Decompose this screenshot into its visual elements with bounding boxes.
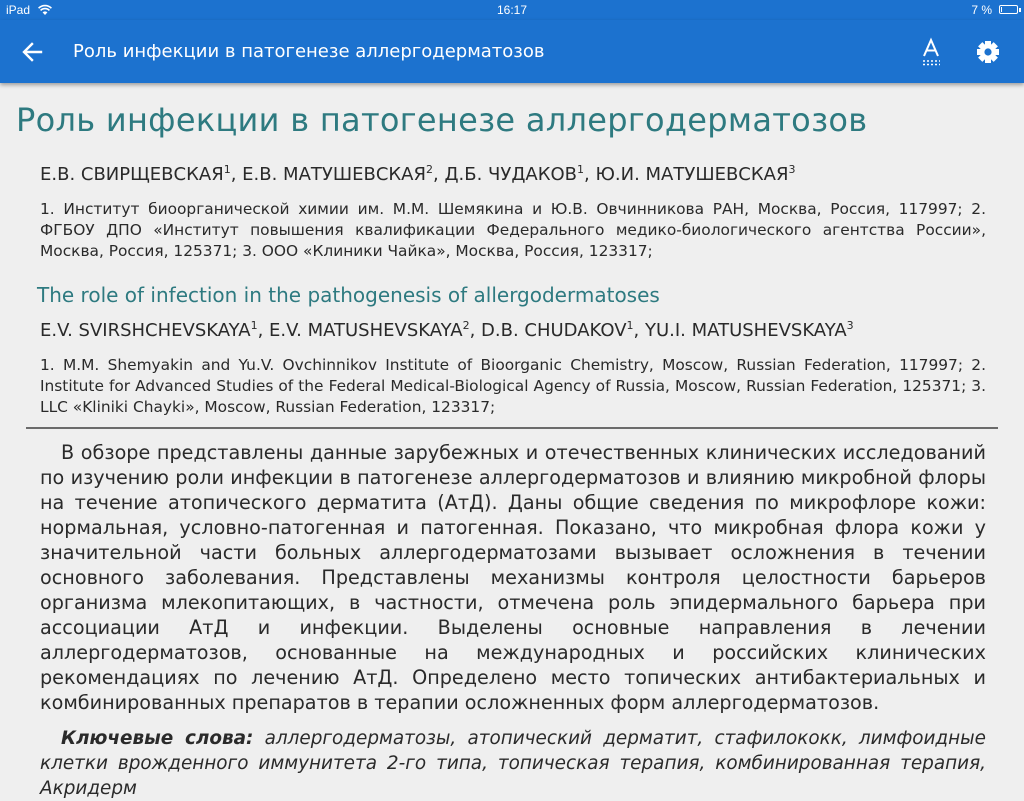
- keywords-label: Ключевые слова:: [61, 728, 254, 749]
- author-name: E.V. MATUSHEVSKAYA: [269, 320, 463, 341]
- arrow-back-icon[interactable]: [14, 34, 50, 70]
- app-bar: [0, 20, 1024, 83]
- app-bar-title: Роль инфекции в патогенезе аллергодерматозов: [73, 41, 545, 62]
- article-title-ru: Роль инфекции в патогенезе аллергодерматозов: [16, 101, 868, 139]
- author-affiliation-number: 1: [577, 163, 585, 176]
- affiliations-en: 1. M.M. Shemyakin and Yu.V. Ovchinnikov Institute of Bioorganic Chemistry, Moscow, Russian Federation, 117997; 2. Institute for Advanced Studies of the Federal Medical-Biological Agency of Russia, Moscow, Russian Federation, 125371; 3. LLC «Kliniki Chayki», Moscow, Russian Federation, 123317;: [40, 356, 986, 416]
- author-affiliation-number: 2: [462, 319, 470, 332]
- author-name: E.V. SVIRSHCHEVSKAYA: [40, 320, 251, 341]
- article-title-en: The role of infection in the pathogenesis of allergodermatoses: [37, 283, 660, 307]
- abstract: В обзоре представлены данные зарубежных и отечественных клинических исследований по изучению роли инфекции в патогенезе аллергодерматозов и влиянию микробной флоры на течение атопического дерматита (АтД). Даны общие сведения по микрофлоре кожи: нормальная, условно-патогенная и патогенная. Показано, что микробная флора кожи у значительной части больных аллергодерматозами вызывает осложнения в течении основного заболевания. Представлены механизмы контроля целостности барьеров организма млекопитающих, в частности, отмечена роль эпидермального барьера при ассоциации АтД и инфекции. Выделены основные направления в лечении аллергодерматозов, основанные на международных и российских клинических рекомендациях по лечению АтД. Определено место топических антибактериальных и комбинированных препаратов в терапии осложненных форм аллергодерматозов.: [40, 441, 986, 714]
- author-name: Ю.И. МАТУШЕВСКАЯ: [595, 164, 789, 185]
- author-name: Е.В. СВИРЩЕВСКАЯ: [40, 164, 224, 185]
- authors-ru: Е.В. СВИРЩЕВСКАЯ$^1$, Е.В. МАТУШЕВСКАЯ$^2$, Д.Б. ЧУДАКОВ$^1$, Ю.И. МАТУШЕВСКАЯ$^3$: [40, 163, 796, 185]
- author-affiliation-number: 3: [788, 163, 796, 176]
- gear-icon[interactable]: [971, 35, 1005, 69]
- clock: 16:17: [496, 3, 528, 17]
- author-name: Е.В. МАТУШЕВСКАЯ: [242, 164, 426, 185]
- battery-percent: 7 %: [971, 3, 992, 17]
- device-name: iPad: [6, 3, 31, 17]
- authors-en: E.V. SVIRSHCHEVSKAYA$^1$, E.V. MATUSHEVSKAYA$^2$, D.B. CHUDAKOV$^1$, YU.I. MATUSHEVSKAYA$^3$: [40, 319, 854, 341]
- affiliations-ru: 1. Институт биоорганической химии им. М.М. Шемякина и Ю.В. Овчинникова РАН, Москва, Россия, 117997; 2. ФГБОУ ДПО «Институт повышения квалификации Федерального медико-биологического агентства России», Москва, Россия, 125371; 3. ООО «Клиники Чайка», Москва, Россия, 123317;: [40, 200, 986, 260]
- author-affiliation-number: 3: [846, 319, 854, 332]
- battery-level: [1001, 7, 1002, 12]
- author-affiliation-number: 1: [223, 163, 231, 176]
- font-size-icon[interactable]: [914, 36, 948, 68]
- battery-icon: [999, 5, 1018, 14]
- section-divider: [26, 427, 998, 429]
- keywords: [40, 726, 986, 801]
- author-name: D.B. CHUDAKOV: [481, 320, 627, 341]
- status-bar: [0, 0, 1024, 20]
- article-content[interactable]: [0, 83, 1024, 799]
- author-name: YU.I. MATUSHEVSKAYA: [644, 320, 847, 341]
- author-affiliation-number: 1: [626, 319, 634, 332]
- author-name: Д.Б. ЧУДАКОВ: [444, 164, 578, 185]
- keywords-text: аллергодерматозы, атопический дерматит, стафилококк, лимфоидные клетки врожденного иммунитета 2-го типа, топическая терапия, комбинированная терапия, Акридерм: [40, 728, 986, 799]
- author-affiliation-number: 1: [250, 319, 258, 332]
- author-affiliation-number: 2: [426, 163, 433, 176]
